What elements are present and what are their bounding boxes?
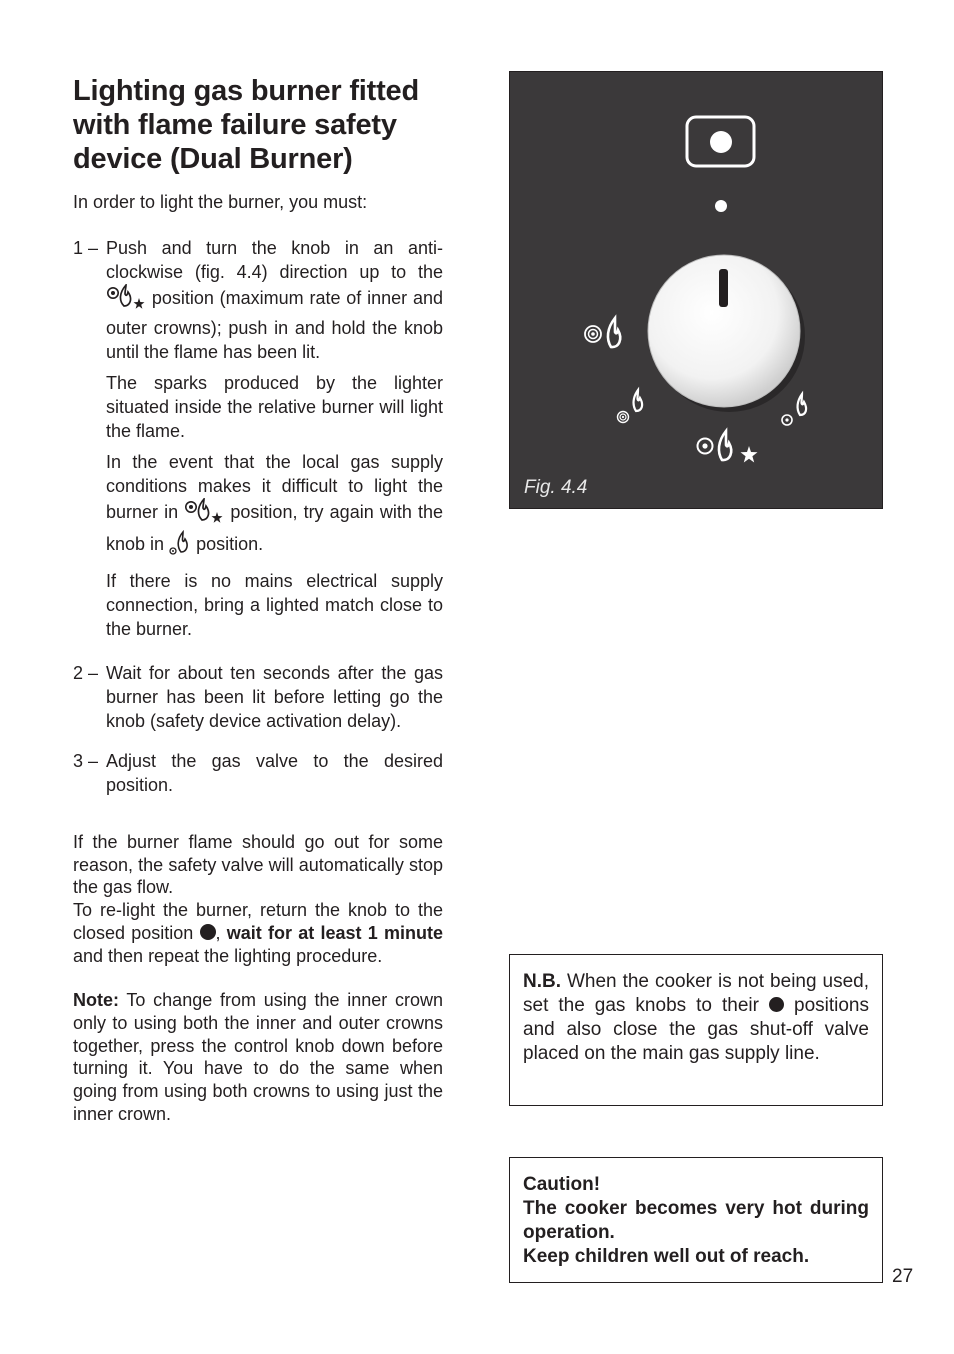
closed-position-dot-icon <box>200 924 216 940</box>
dual-crown-min-flame-icon <box>618 390 643 423</box>
step-1-para-1: Push and turn the knob in an anti-clockwise (fig. 4.4) direction up to the position (maximum rate of inner and outer crowns); push in and hold the knob until the flame has been lit. <box>106 238 443 362</box>
indicator-dot-icon <box>715 200 727 212</box>
step-number: 1 – <box>73 238 99 258</box>
inner-crown-min-flame-icon <box>782 394 806 425</box>
figure-caption: Fig. 4.4 <box>524 477 588 498</box>
intro-text: In order to light the burner, you must: <box>73 192 368 212</box>
page-title: Lighting gas burner fitted with flame failure safety device (Dual Burner) <box>73 75 420 175</box>
page-number: 27 <box>892 1266 914 1287</box>
step-1-para-4: If there is no mains electrical supply connection, bring a lighted match close to the burner. <box>106 571 443 639</box>
step-1-para-3: In the event that the local gas supply conditions makes it difficult to light the burner in position, try again with the knob in position. <box>106 450 443 562</box>
closed-position-dot-icon <box>769 997 784 1012</box>
max-flame-spark-icon <box>184 498 224 530</box>
step-1-para-2: The sparks produced by the lighter situated inside the relative burner will light the flame. <box>106 373 443 441</box>
caution-line-3: Keep children well out of reach. <box>523 1246 810 1267</box>
note-label: Note: <box>73 990 119 1011</box>
text-column <box>73 74 443 1125</box>
caution-line-2: The cooker becomes very hot during operation. <box>523 1198 869 1243</box>
knob-pointer <box>719 269 728 307</box>
knob-figure <box>509 71 883 509</box>
wait-warning: wait for at least 1 minute <box>226 922 443 943</box>
max-flame-spark-icon <box>106 284 146 316</box>
step-number: 2 – <box>73 663 99 683</box>
step-2 <box>73 661 443 733</box>
step-number: 3 – <box>73 751 99 771</box>
note-paragraph: Note: To change from using the inner crown only to using both the inner and outer crowns together, press the control knob down before turning it. You have to do the same when going from using both crowns to using just the inner crown. <box>73 990 443 1124</box>
min-flame-icon <box>169 530 191 562</box>
step-3 <box>73 749 443 797</box>
caution-box <box>509 1157 883 1283</box>
dual-crown-flame-icon <box>585 318 620 347</box>
knob-diagram <box>510 72 884 510</box>
step-2-text: Wait for about ten seconds after the gas burner has been lit before letting go the knob (safety device activation delay). <box>106 663 443 731</box>
steps-list <box>73 236 443 797</box>
max-flame-spark-icon <box>698 431 758 463</box>
nb-box: N.B. When the cooker is not being used, set the gas knobs to their positions and also close the gas shut-off valve placed on the main gas supply line. <box>509 954 883 1106</box>
step-1 <box>73 236 443 641</box>
flame-out-paragraph: If the burner flame should go out for some reason, the safety valve will automatically stop the gas flow. To re-light the burner, return the knob to the closed position , wait for at least 1 minute and then repeat the lighting procedure. <box>73 832 443 966</box>
step-3-text: Adjust the gas valve to the desired position. <box>106 751 443 795</box>
caution-heading: Caution! <box>523 1174 601 1195</box>
ignition-button-icon <box>687 117 754 166</box>
nb-label: N.B. <box>523 971 561 992</box>
